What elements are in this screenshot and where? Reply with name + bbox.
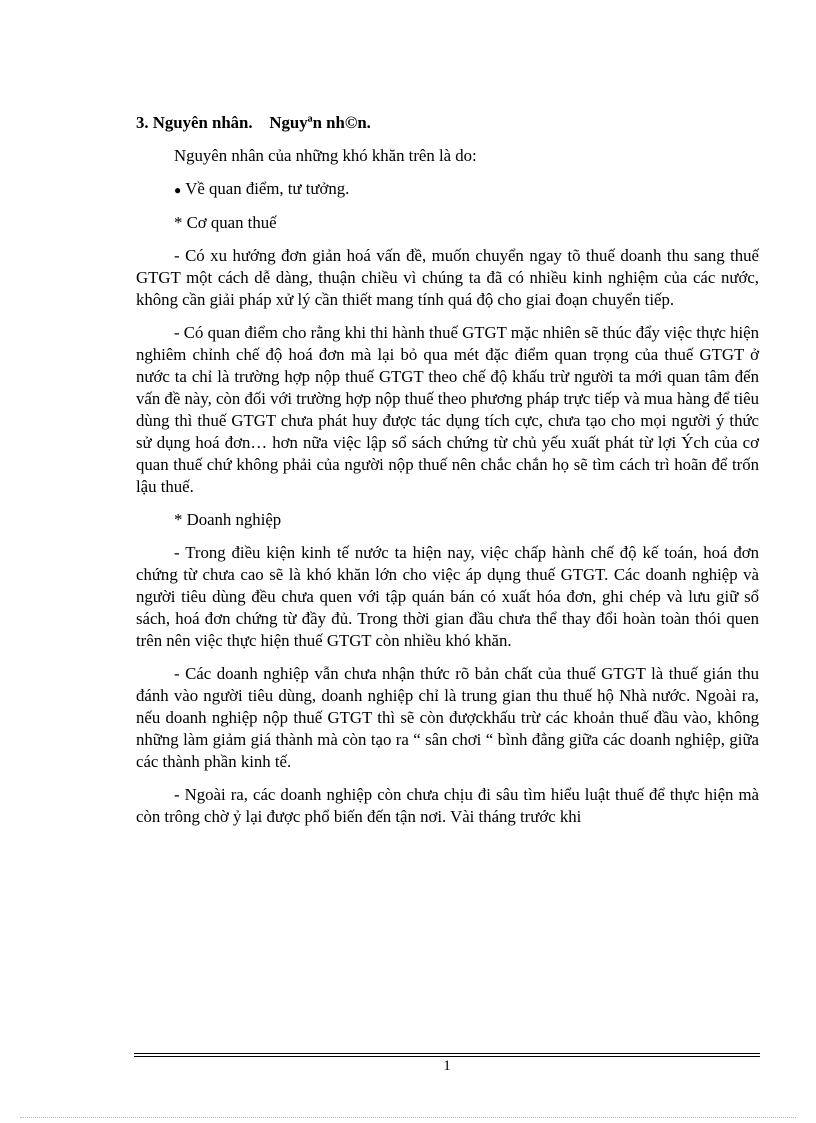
subheading-tax-office: * Cơ quan thuế (174, 213, 277, 232)
intro-line: Nguyên nhân của những khó khăn trên là do: (174, 146, 477, 165)
subheading-enterprise: * Doanh nghiệp (174, 510, 282, 529)
section-heading: 3. Nguyên nhân. Nguyªn nh©n. (136, 113, 371, 132)
bullet-text: Về quan điểm, tư tưởng. (185, 179, 350, 198)
paragraph-3: - Trong điều kiện kinh tế nước ta hiện nay, việc chấp hành chế độ kế toán, hoá đơn chứng từ chưa cao sẽ là khó khăn lớn cho việc áp dụng thuế GTGT. Các doanh nghiệp và người tiêu dùng đều chưa quen với tập quán bán có xuất hóa đơn, ghi chép và lưu giữ sổ sách, hoá đơn chứng từ đầy đủ. Trong thời gian đầu chưa thể thay đổi hoàn toàn thói quen trên nên việc thực hiện thuế GTGT còn nhiều khó khăn. (136, 543, 759, 650)
paragraph-1: - Có xu hướng đơn giản hoá vấn đề, muốn chuyển ngay tõ thuế doanh thu sang thuế GTGT một cách dễ dàng, thuận chiều vì chúng ta đã có nhiều kinh nghiệm của các nước, không cần giải pháp xử lý cần thiết mang tính quá độ cho giai đoạn chuyển tiếp. (136, 246, 759, 309)
paragraph-4: - Các doanh nghiệp vẫn chưa nhận thức rõ bản chất của thuế GTGT là thuế gián thu đánh vào người tiêu dùng, doanh nghiệp chỉ là trung gian thu thuế hộ Nhà nước. Ngoài ra, nếu doanh nghiệp nộp thuế GTGT thì sẽ còn đượckhấu trừ các khoản thuế đầu vào, không những làm giảm giá thành mà còn tạo ra “ sân chơi “ bình đẳng giữa các doanh nghiệp, giữa các thành phần kinh tế. (136, 664, 759, 771)
page-body (136, 112, 759, 839)
footer-rule-bottom (134, 1056, 760, 1057)
bullet-dot-icon: ● (174, 183, 182, 197)
paragraph-5: - Ngoài ra, các doanh nghiệp còn chưa chịu đi sâu tìm hiểu luật thuế để thực hiện mà còn trông chờ ỷ lại được phổ biến đến tận nơi. Vài tháng trước khi (136, 785, 759, 826)
page-number: 1 (443, 1058, 451, 1074)
paragraph-2: - Có quan điểm cho rằng khi thi hành thuế GTGT mặc nhiên sẽ thúc đẩy việc thực hiện nghiêm chỉnh chế độ hoá đơn mà lại bỏ qua mét đặc điểm quan trọng của thuế GTGT ở nước ta chỉ là trường hợp nộp thuế GTGT theo chế độ khấu trừ người ta mới quan tâm đến vấn đề này, còn đối với trường hợp nộp thuế theo phương pháp trực tiếp và mua hàng để tiêu dùng thì thuế GTGT chưa phát huy được tác dụng tích cực, chưa tạo cho mọi người ý thức sử dụng hoá đơn… hơn nữa việc lập sổ sách chứng từ chủ yếu xuất phát từ lợi Ých của cơ quan thuế chứ không phải của người nộp thuế nên chắc chắn họ sẽ tìm cách trì hoãn để trốn lậu thuế. (136, 323, 759, 496)
footer-rule-top (134, 1053, 760, 1054)
page-bottom-edge (20, 1117, 796, 1118)
bullet-item (136, 178, 759, 201)
